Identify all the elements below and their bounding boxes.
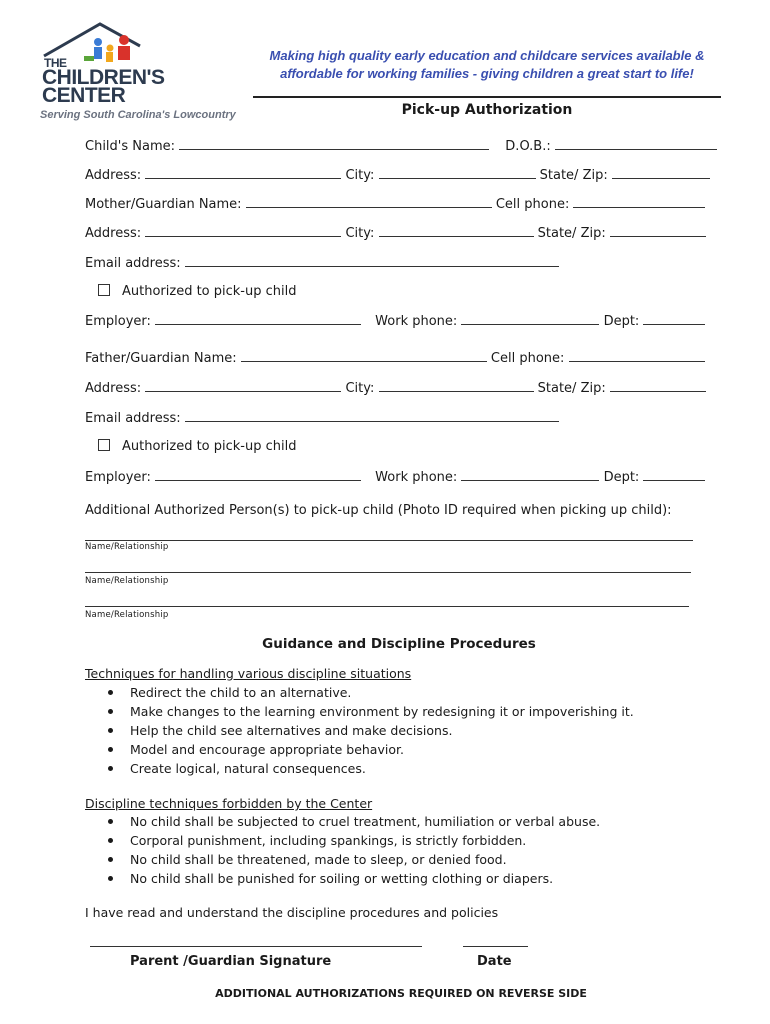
mother-work-phone-field[interactable]: [461, 313, 599, 325]
father-address-label: Address:: [85, 381, 142, 396]
dob-field[interactable]: [555, 138, 717, 150]
father-cell-label: Cell phone:: [490, 351, 565, 366]
footer-note: ADDITIONAL AUTHORIZATIONS REQUIRED ON REVERSE SIDE: [215, 987, 587, 1000]
mother-work-phone-label: Work phone:: [375, 314, 458, 329]
additional-person-field-2[interactable]: [85, 572, 691, 573]
forbidden-heading: Discipline techniques forbidden by the Center: [85, 796, 373, 811]
signature-field[interactable]: [90, 946, 422, 947]
father-name-row: [85, 350, 705, 366]
list-item: No child shall be threatened, made to sleep, or denied food.: [108, 850, 600, 869]
list-item: Corporal punishment, including spankings, is strictly forbidden.: [108, 831, 600, 850]
logo-line-the: THE: [44, 56, 67, 70]
mother-employer-row: [85, 313, 705, 329]
father-cell-field[interactable]: [569, 350, 705, 362]
acknowledgement-statement: I have read and understand the discipline procedures and policies: [85, 905, 499, 920]
father-state-zip-label: State/ Zip:: [537, 381, 606, 396]
child-city-label: City:: [345, 168, 375, 183]
child-name-field[interactable]: [179, 138, 489, 150]
father-name-label: Father/Guardian Name:: [85, 351, 237, 366]
mother-authorized-row: [98, 284, 296, 299]
father-address-field[interactable]: [145, 380, 341, 392]
bullet-icon: [108, 819, 113, 824]
bullet-icon: [108, 709, 113, 714]
dob-label: D.O.B.:: [505, 139, 551, 154]
additional-person-field-3[interactable]: [85, 606, 689, 607]
child-city-field[interactable]: [379, 167, 536, 179]
father-state-zip-field[interactable]: [610, 380, 706, 392]
mother-authorized-checkbox[interactable]: [98, 284, 110, 296]
mother-employer-label: Employer:: [85, 314, 151, 329]
additional-heading: Additional Authorized Person(s) to pick-up child (Photo ID required when picking up child):: [85, 503, 672, 518]
mother-city-label: City:: [345, 226, 375, 241]
mother-email-field[interactable]: [185, 255, 559, 267]
mother-dept-label: Dept:: [603, 314, 640, 329]
mother-city-field[interactable]: [379, 225, 534, 237]
header-tagline-line1: Making high quality early education and childcare services available &: [269, 48, 705, 63]
page-title: Pick-up Authorization: [401, 102, 573, 118]
bullet-icon: [108, 747, 113, 752]
father-dept-field[interactable]: [643, 469, 705, 481]
father-dept-label: Dept:: [603, 470, 640, 485]
father-employer-row: [85, 469, 705, 485]
father-city-label: City:: [345, 381, 375, 396]
mother-state-zip-label: State/ Zip:: [537, 226, 606, 241]
header-tagline-line2: affordable for working families - giving children a great start to life!: [280, 66, 694, 81]
list-item: Make changes to the learning environment by redesigning it or impoverishing it.: [108, 702, 634, 721]
bullet-icon: [108, 838, 113, 843]
bullet-icon: [108, 876, 113, 881]
father-authorized-label: Authorized to pick-up child: [122, 439, 297, 454]
father-authorized-checkbox[interactable]: [98, 439, 110, 451]
mother-address-row: [85, 225, 706, 241]
additional-caption-3: Name/Relationship: [85, 610, 169, 620]
list-item: Create logical, natural consequences.: [108, 759, 634, 778]
techniques-heading: Techniques for handling various discipline situations: [85, 666, 412, 681]
additional-person-field-1[interactable]: [85, 540, 693, 541]
list-item: Help the child see alternatives and make decisions.: [108, 721, 634, 740]
mother-name-row: [85, 196, 705, 212]
child-name-row: [85, 138, 717, 154]
father-work-phone-label: Work phone:: [375, 470, 458, 485]
father-name-field[interactable]: [241, 350, 487, 362]
mother-address-field[interactable]: [145, 225, 341, 237]
father-address-row: [85, 380, 706, 396]
bullet-icon: [108, 857, 113, 862]
logo-tagline: Serving South Carolina's Lowcountry: [40, 109, 236, 121]
child-name-label: Child's Name:: [85, 139, 176, 154]
bullet-icon: [108, 690, 113, 695]
guidance-title: Guidance and Discipline Procedures: [262, 636, 536, 652]
child-state-zip-label: State/ Zip:: [539, 168, 608, 183]
father-work-phone-field[interactable]: [461, 469, 599, 481]
bullet-icon: [108, 766, 113, 771]
logo-line-childrens: CHILDREN'S: [42, 66, 165, 89]
child-address-field[interactable]: [145, 167, 341, 179]
additional-caption-1: Name/Relationship: [85, 542, 169, 552]
logo: [40, 22, 250, 122]
mother-authorized-label: Authorized to pick-up child: [122, 284, 297, 299]
child-address-label: Address:: [85, 168, 142, 183]
father-employer-field[interactable]: [155, 469, 361, 481]
mother-email-row: [85, 255, 559, 271]
date-field[interactable]: [463, 946, 528, 947]
techniques-list: [108, 683, 634, 778]
list-item: Redirect the child to an alternative.: [108, 683, 634, 702]
mother-cell-field[interactable]: [573, 196, 705, 208]
forbidden-list: [108, 812, 600, 888]
mother-state-zip-field[interactable]: [610, 225, 706, 237]
mother-employer-field[interactable]: [155, 313, 361, 325]
date-label: Date: [477, 954, 512, 969]
child-state-zip-field[interactable]: [612, 167, 710, 179]
father-email-field[interactable]: [185, 410, 559, 422]
mother-name-label: Mother/Guardian Name:: [85, 197, 242, 212]
mother-cell-label: Cell phone:: [495, 197, 570, 212]
list-item: No child shall be subjected to cruel treatment, humiliation or verbal abuse.: [108, 812, 600, 831]
father-email-label: Email address:: [85, 411, 181, 426]
additional-caption-2: Name/Relationship: [85, 576, 169, 586]
header-rule: [253, 96, 721, 98]
mother-dept-field[interactable]: [643, 313, 705, 325]
mother-email-label: Email address:: [85, 256, 181, 271]
mother-name-field[interactable]: [246, 196, 492, 208]
bullet-icon: [108, 728, 113, 733]
list-item: No child shall be punished for soiling or wetting clothing or diapers.: [108, 869, 600, 888]
father-email-row: [85, 410, 559, 426]
signature-label: Parent /Guardian Signature: [130, 954, 332, 969]
mother-address-label: Address:: [85, 226, 142, 241]
logo-line-center: CENTER: [42, 84, 126, 107]
child-address-row: [85, 167, 710, 183]
father-employer-label: Employer:: [85, 470, 151, 485]
father-authorized-row: [98, 439, 296, 454]
father-city-field[interactable]: [379, 380, 534, 392]
list-item: Model and encourage appropriate behavior.: [108, 740, 634, 759]
